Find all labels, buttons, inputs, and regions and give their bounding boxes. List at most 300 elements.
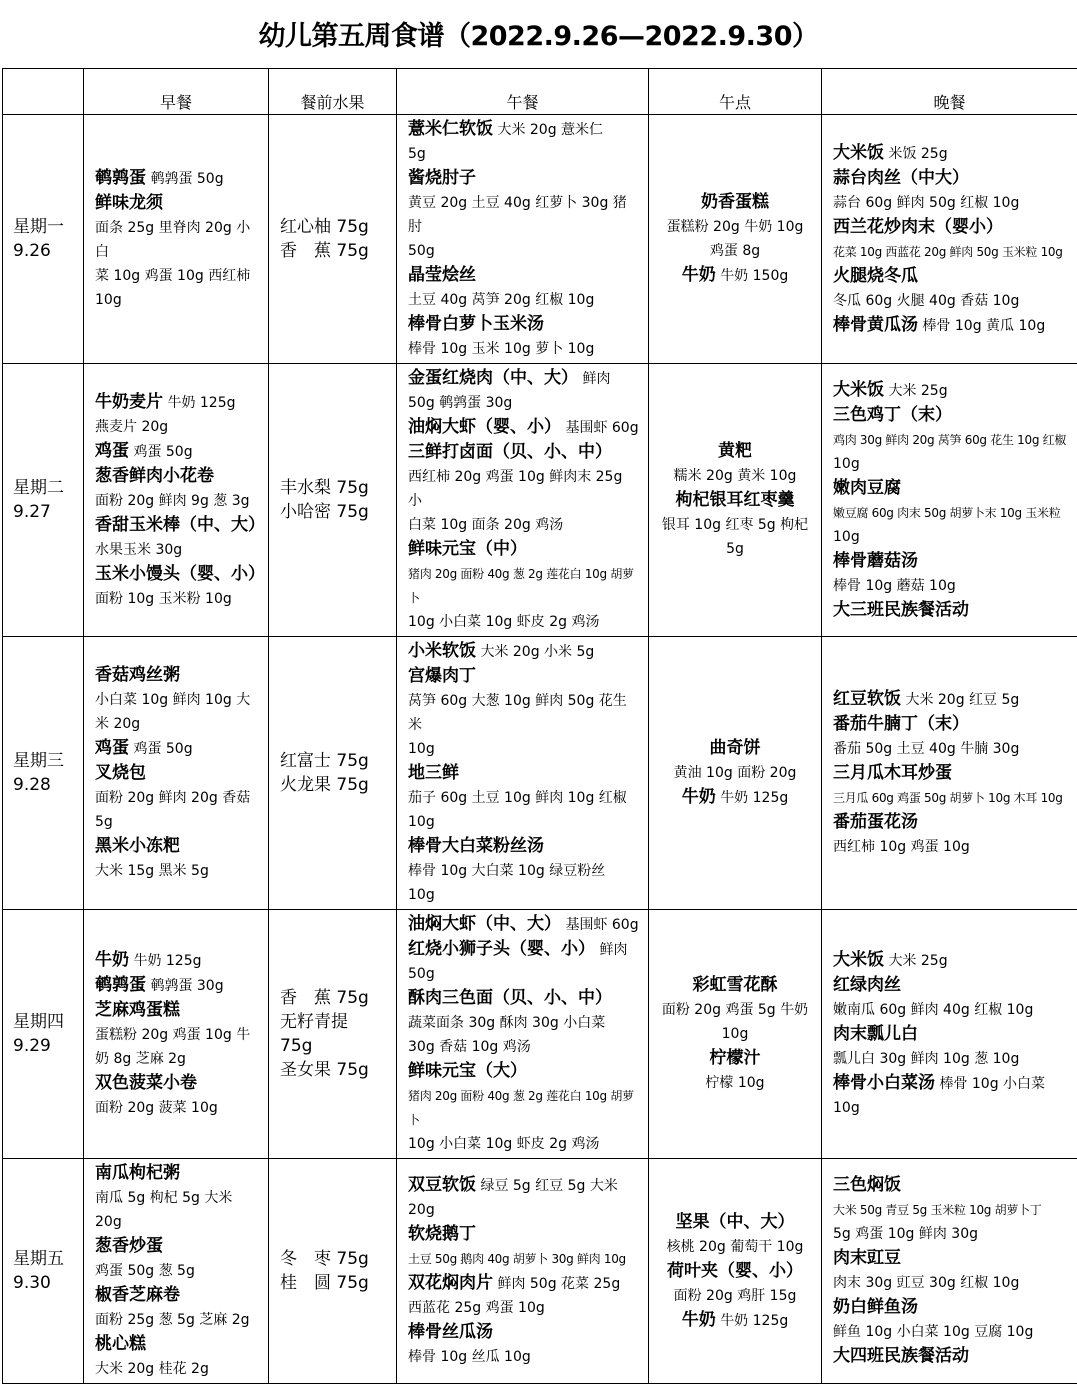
lunch-line <box>408 366 640 391</box>
dinner-line <box>833 1198 1069 1222</box>
dinner-line <box>833 1246 1069 1271</box>
table-row <box>3 637 1077 910</box>
breakfast-line <box>95 948 260 973</box>
snack-line <box>655 998 815 1022</box>
fruit-item: 香 蕉 75g <box>280 986 396 1010</box>
header-dinner: 晚餐 <box>822 69 1077 115</box>
dish-name: 叉烧包 <box>95 763 146 783</box>
dish-name: 油焖大虾（中、大） <box>408 914 561 934</box>
dish-name: 鸡蛋 <box>95 738 129 758</box>
dinner-line <box>833 378 1069 403</box>
dinner-line <box>833 810 1069 835</box>
dish-name: 鲜味元宝（大） <box>408 1061 527 1081</box>
snack-line <box>655 239 815 263</box>
day-cell <box>3 910 84 1159</box>
dish-name: 双豆软饭 <box>408 1175 476 1195</box>
ingredient-text: 莴笋 60g 大葱 10g 鲜肉 50g 花生米 <box>408 693 627 733</box>
snack-line <box>655 1071 815 1095</box>
snack-line <box>655 464 815 488</box>
lunch-cell <box>397 637 649 910</box>
ingredient-text: 鸡蛋 50g 葱 5g <box>95 1263 195 1279</box>
ingredient-text: 黄油 10g 面粉 20g <box>674 765 797 781</box>
ingredient-text: 10g <box>722 1026 749 1042</box>
ingredient-text: 牛奶 125g <box>133 953 201 969</box>
dish-name: 坚果（中、大） <box>676 1212 795 1232</box>
lunch-line <box>408 737 640 761</box>
breakfast-line <box>95 786 260 834</box>
breakfast-line <box>95 761 260 786</box>
breakfast-line <box>95 998 260 1023</box>
dish-name: 牛奶麦片 <box>95 392 163 412</box>
dinner-line <box>833 1071 1069 1096</box>
ingredient-text: 10g <box>833 1100 860 1116</box>
dinner-line <box>833 712 1069 737</box>
header-breakfast: 早餐 <box>84 69 269 115</box>
dish-name: 番茄蛋花汤 <box>833 812 918 832</box>
dish-name: 大米饭 <box>833 380 884 400</box>
ingredient-text: 10g <box>833 456 860 472</box>
fruit-cell <box>269 637 397 910</box>
ingredient-text: 核桃 20g 葡萄干 10g <box>667 1239 804 1255</box>
ingredient-text: 米饭 25g <box>888 146 947 162</box>
ingredient-text: 面粉 10g 玉米粉 10g <box>95 591 232 607</box>
lunch-line <box>408 415 640 440</box>
breakfast-line <box>95 489 260 513</box>
lunch-line <box>408 312 640 337</box>
dish-name: 葱香炒蛋 <box>95 1236 163 1256</box>
snack-line <box>655 1259 815 1284</box>
dish-name: 小米软饭 <box>408 641 476 661</box>
lunch-line <box>408 859 640 883</box>
ingredient-text: 鸡蛋 50g <box>133 741 192 757</box>
snack-cell <box>649 637 822 910</box>
lunch-line <box>408 465 640 513</box>
lunch-line <box>408 834 640 859</box>
dish-name: 大米饭 <box>833 950 884 970</box>
fruit-item: 火龙果 75g <box>280 773 396 797</box>
date-label: 9.27 <box>13 500 83 524</box>
dinner-line <box>833 998 1069 1022</box>
weekday-label: 星期五 <box>13 1247 83 1271</box>
ingredient-text: 牛奶 125g <box>720 790 788 806</box>
dish-name: 宫爆肉丁 <box>408 666 476 686</box>
ingredient-text: 10g 小白菜 10g 虾皮 2g 鸡汤 <box>408 1136 599 1152</box>
breakfast-line <box>95 973 260 998</box>
dinner-line <box>833 166 1069 191</box>
snack-line <box>655 439 815 464</box>
dinner-line <box>833 191 1069 215</box>
fruit-item: 75g <box>280 1034 396 1058</box>
weekday-label: 星期一 <box>13 215 83 239</box>
breakfast-cell <box>84 637 269 910</box>
ingredient-text: 大米 25g <box>888 953 947 969</box>
lunch-line <box>408 440 640 465</box>
lunch-line <box>408 689 640 737</box>
snack-line <box>655 761 815 785</box>
ingredient-text: 5g 鸡蛋 10g 鲜肉 30g <box>833 1226 978 1242</box>
dinner-line <box>833 313 1069 338</box>
ingredient-text: 西蓝花 25g 鸡蛋 10g <box>408 1300 545 1316</box>
dish-name: 鲜味元宝（中） <box>408 539 527 559</box>
dish-name: 牛奶 <box>682 265 716 285</box>
lunch-line <box>408 664 640 689</box>
ingredient-text: 50g <box>408 243 435 259</box>
dinner-line <box>833 574 1069 598</box>
dish-name: 番茄牛腩丁（末） <box>833 714 969 734</box>
ingredient-text: 大米 20g 小米 5g <box>480 644 594 660</box>
day-cell <box>3 364 84 637</box>
ingredient-text: 5g <box>408 146 426 162</box>
ingredient-text: 燕麦片 20g <box>95 419 168 435</box>
ingredient-text: 鸡肉 30g 鲜肉 20g 莴笋 60g 花生 10g 红椒 <box>833 433 1066 447</box>
fruit-item: 桂 圆 75g <box>280 1271 396 1295</box>
lunch-line <box>408 1084 640 1132</box>
dish-name: 牛奶 <box>95 950 129 970</box>
dinner-line <box>833 1295 1069 1320</box>
breakfast-line <box>95 288 260 312</box>
ingredient-text: 大米 20g 桂花 2g <box>95 1361 209 1377</box>
snack-line <box>655 736 815 761</box>
ingredient-text: 大米 20g 红豆 5g <box>905 692 1019 708</box>
breakfast-line <box>95 415 260 439</box>
dinner-line <box>833 1022 1069 1047</box>
dish-name: 肉末瓢儿白 <box>833 1024 918 1044</box>
breakfast-line <box>95 1047 260 1071</box>
breakfast-cell <box>84 115 269 364</box>
breakfast-cell <box>84 364 269 637</box>
dinner-line <box>833 452 1069 476</box>
dinner-line <box>833 786 1069 810</box>
snack-line <box>655 263 815 288</box>
breakfast-line <box>95 1096 260 1120</box>
lunch-line <box>408 1173 640 1198</box>
dish-name: 枸杞银耳红枣羹 <box>676 490 795 510</box>
ingredient-text: 菜 10g 鸡蛋 10g 西红柿 <box>95 268 250 284</box>
lunch-line <box>408 391 640 415</box>
dinner-line <box>833 403 1069 428</box>
day-cell <box>3 115 84 364</box>
dish-name: 火腿烧冬瓜 <box>833 266 918 286</box>
breakfast-line <box>95 562 260 587</box>
lunch-cell <box>397 364 649 637</box>
header-fruit: 餐前水果 <box>269 69 397 115</box>
dinner-cell <box>822 364 1077 637</box>
lunch-line <box>408 337 640 361</box>
ingredient-text: 蒜台 60g 鲜肉 50g 红椒 10g <box>833 195 1019 211</box>
ingredient-text: 鹌鹑蛋 30g <box>150 978 223 994</box>
ingredient-text: 鲜鱼 10g 小白菜 10g 豆腐 10g <box>833 1324 1033 1340</box>
lunch-line <box>408 810 640 834</box>
snack-line <box>655 1284 815 1308</box>
dish-name: 芝麻鸡蛋糕 <box>95 1000 180 1020</box>
ingredient-text: 10g <box>408 887 435 903</box>
breakfast-line <box>95 663 260 688</box>
breakfast-line <box>95 1332 260 1357</box>
dinner-line <box>833 215 1069 240</box>
breakfast-line <box>95 587 260 611</box>
ingredient-text: 10g <box>833 529 860 545</box>
table-row <box>3 115 1077 364</box>
ingredient-text: 50g <box>408 966 435 982</box>
breakfast-line <box>95 1234 260 1259</box>
ingredient-text: 棒骨 10g 丝瓜 10g <box>408 1349 531 1365</box>
dish-name: 黄粑 <box>718 441 752 461</box>
lunch-line <box>408 1345 640 1369</box>
dinner-line <box>833 948 1069 973</box>
header-lunch: 午餐 <box>397 69 649 115</box>
dinner-line <box>833 835 1069 859</box>
snack-line <box>655 488 815 513</box>
ingredient-text: 基围虾 60g <box>565 917 638 933</box>
dinner-line <box>833 264 1069 289</box>
dish-name: 柠檬汁 <box>710 1048 761 1068</box>
dish-name: 三色焖饭 <box>833 1175 901 1195</box>
dish-name: 棒骨大白菜粉丝汤 <box>408 836 544 856</box>
ingredient-text: 面粉 20g 鸡肝 15g <box>674 1288 797 1304</box>
breakfast-line <box>95 166 260 191</box>
fruit-item: 红富士 75g <box>280 749 396 773</box>
header-day <box>3 69 84 115</box>
ingredient-text: 面粉 20g 菠菜 10g <box>95 1100 218 1116</box>
dish-name: 金蛋红烧肉（中、大） <box>408 368 578 388</box>
dish-name: 牛奶 <box>682 1310 716 1330</box>
lunch-line <box>408 537 640 562</box>
lunch-line <box>408 1198 640 1222</box>
breakfast-line <box>95 1186 260 1234</box>
ingredient-text: 10g <box>408 814 435 830</box>
ingredient-text: 大米 15g 黑米 5g <box>95 863 209 879</box>
dinner-line <box>833 141 1069 166</box>
dish-name: 牛奶 <box>682 787 716 807</box>
ingredient-text: 蔬菜面条 30g 酥肉 30g 小白菜 <box>408 1015 605 1031</box>
fruit-item: 红心柚 75g <box>280 215 396 239</box>
lunch-line <box>408 191 640 239</box>
fruit-item: 无籽青提 <box>280 1010 396 1034</box>
dish-name: 鸡蛋 <box>95 441 129 461</box>
dish-name: 奶白鲜鱼汤 <box>833 1297 918 1317</box>
ingredient-text: 猪肉 20g 面粉 40g 葱 2g 莲花白 10g 胡萝卜 <box>408 567 634 605</box>
dish-name: 三色鸡丁（末） <box>833 405 952 425</box>
snack-cell <box>649 115 822 364</box>
ingredient-text: 鹌鹑蛋 50g <box>150 171 223 187</box>
dinner-line <box>833 598 1069 623</box>
dish-name: 荷叶夹（婴、小） <box>667 1261 803 1281</box>
dish-name: 双色菠菜小卷 <box>95 1073 197 1093</box>
lunch-line <box>408 562 640 610</box>
dinner-line <box>833 240 1069 264</box>
lunch-line <box>408 786 640 810</box>
lunch-line <box>408 239 640 263</box>
date-label: 9.30 <box>13 1271 83 1295</box>
dish-name: 南瓜枸杞粥 <box>95 1163 180 1183</box>
ingredient-text: 面粉 20g 鲜肉 20g 香菇 5g <box>95 790 250 830</box>
ingredient-text: 鸡蛋 50g <box>133 444 192 460</box>
ingredient-text: 大米 25g <box>888 383 947 399</box>
ingredient-text: 面粉 25g 葱 5g 芝麻 2g <box>95 1312 250 1328</box>
dinner-line <box>833 289 1069 313</box>
ingredient-text: 面粉 20g 鸡蛋 5g 牛奶 <box>662 1002 808 1018</box>
dinner-line <box>833 1047 1069 1071</box>
ingredient-text: 10g <box>408 741 435 757</box>
date-label: 9.26 <box>13 239 83 263</box>
dish-name: 棒骨白萝卜玉米汤 <box>408 314 544 334</box>
dish-name: 三月瓜木耳炒蛋 <box>833 763 952 783</box>
ingredient-text: 瓢儿白 30g 鲜肉 10g 葱 10g <box>833 1051 1019 1067</box>
lunch-line <box>408 883 640 907</box>
header-row <box>3 69 1077 115</box>
dish-name: 香菇鸡丝粥 <box>95 665 180 685</box>
lunch-cell <box>397 910 649 1159</box>
table-row <box>3 1159 1077 1384</box>
snack-line <box>655 537 815 561</box>
snack-line <box>655 1308 815 1333</box>
ingredient-text: 基围虾 60g <box>565 420 638 436</box>
ingredient-text: 面粉 20g 鲜肉 9g 葱 3g <box>95 493 250 509</box>
ingredient-text: 20g <box>408 1202 435 1218</box>
lunch-line <box>408 610 640 634</box>
table-row <box>3 364 1077 637</box>
dish-name: 软烧鹅丁 <box>408 1224 476 1244</box>
breakfast-line <box>95 191 260 216</box>
dinner-line <box>833 1096 1069 1120</box>
breakfast-line <box>95 1023 260 1047</box>
ingredient-text: 土豆 40g 莴笋 20g 红椒 10g <box>408 292 594 308</box>
ingredient-text: 柠檬 10g <box>705 1075 764 1091</box>
dinner-cell <box>822 637 1077 910</box>
lunch-line <box>408 937 640 962</box>
dish-name: 蒜台肉丝（中大） <box>833 168 969 188</box>
lunch-cell <box>397 1159 649 1384</box>
breakfast-line <box>95 859 260 883</box>
fruit-item: 冬 枣 75g <box>280 1247 396 1271</box>
lunch-line <box>408 513 640 537</box>
breakfast-line <box>95 538 260 562</box>
ingredient-text: 糯米 20g 黄米 10g <box>674 468 797 484</box>
dish-name: 彩虹雪花酥 <box>693 975 778 995</box>
dish-name: 油焖大虾（婴、小） <box>408 417 561 437</box>
ingredient-text: 蛋糕粉 20g 鸡蛋 10g 牛 <box>95 1027 250 1043</box>
lunch-line <box>408 639 640 664</box>
ingredient-text: 鲜肉 <box>582 371 610 387</box>
date-label: 9.28 <box>13 773 83 797</box>
ingredient-text: 50g 鹌鹑蛋 30g <box>408 395 512 411</box>
dish-name: 香甜玉米棒（中、大） <box>95 515 265 535</box>
ingredient-text: 大米 50g 青豆 5g 玉米粒 10g 胡萝卜丁 <box>833 1203 1041 1217</box>
dish-name: 棒骨小白菜汤 <box>833 1073 935 1093</box>
dish-name: 玉米小馒头（婴、小） <box>95 564 265 584</box>
ingredient-text: 棒骨 10g 大白菜 10g 绿豆粉丝 <box>408 863 605 879</box>
ingredient-text: 棒骨 10g 黄瓜 10g <box>922 318 1045 334</box>
lunch-line <box>408 1132 640 1156</box>
dish-name: 桃心糕 <box>95 1334 146 1354</box>
ingredient-text: 牛奶 150g <box>720 268 788 284</box>
dish-name: 黑米小冻粑 <box>95 836 180 856</box>
ingredient-text: 牛奶 125g <box>720 1313 788 1329</box>
snack-cell <box>649 910 822 1159</box>
day-cell <box>3 1159 84 1384</box>
breakfast-line <box>95 264 260 288</box>
breakfast-line <box>95 1308 260 1332</box>
dish-name: 鹌鹑蛋 <box>95 168 146 188</box>
table-row <box>3 910 1077 1159</box>
weekday-label: 星期四 <box>13 1010 83 1034</box>
dinner-line <box>833 973 1069 998</box>
fruit-cell <box>269 1159 397 1384</box>
dish-name: 鲜味龙须 <box>95 193 163 213</box>
dish-name: 双花焖肉片 <box>408 1273 493 1293</box>
ingredient-text: 肉末 30g 豇豆 30g 红椒 10g <box>833 1275 1019 1291</box>
dish-name: 大四班民族餐活动 <box>833 1346 969 1366</box>
ingredient-text: 蛋糕粉 20g 牛奶 10g <box>667 219 804 235</box>
ingredient-text: 嫩南瓜 60g 鲜肉 40g 红椒 10g <box>833 1002 1033 1018</box>
lunch-line <box>408 288 640 312</box>
dinner-line <box>833 687 1069 712</box>
lunch-line <box>408 761 640 786</box>
lunch-line <box>408 263 640 288</box>
ingredient-text: 茄子 60g 土豆 10g 鲜肉 10g 红椒 <box>408 790 627 806</box>
breakfast-line <box>95 736 260 761</box>
dinner-line <box>833 761 1069 786</box>
lunch-line <box>408 962 640 986</box>
dish-name: 红豆软饭 <box>833 689 901 709</box>
breakfast-line <box>95 688 260 736</box>
ingredient-text: 绿豆 5g 红豆 5g 大米 <box>480 1178 617 1194</box>
lunch-line <box>408 1059 640 1084</box>
breakfast-line <box>95 1071 260 1096</box>
ingredient-text: 鲜肉 50g 花菜 25g <box>497 1276 620 1292</box>
snack-cell <box>649 1159 822 1384</box>
dish-name: 晶莹烩丝 <box>408 265 476 285</box>
fruit-item: 圣女果 75g <box>280 1058 396 1082</box>
ingredient-text: 10g 小白菜 10g 虾皮 2g 鸡汤 <box>408 614 599 630</box>
snack-line <box>655 973 815 998</box>
dish-name: 嫩肉豆腐 <box>833 478 901 498</box>
dish-name: 大米饭 <box>833 143 884 163</box>
ingredient-text: 猪肉 20g 面粉 40g 葱 2g 莲花白 10g 胡萝卜 <box>408 1089 634 1127</box>
dish-name: 红烧小狮子头（婴、小） <box>408 939 595 959</box>
dish-name: 曲奇饼 <box>710 738 761 758</box>
snack-line <box>655 190 815 215</box>
lunch-line <box>408 912 640 937</box>
lunch-line <box>408 1271 640 1296</box>
dinner-line <box>833 1320 1069 1344</box>
breakfast-line <box>95 834 260 859</box>
ingredient-text: 嫩豆腐 60g 肉末 50g 胡萝卜末 10g 玉米粒 <box>833 506 1060 520</box>
dish-name: 三鲜打卤面（贝、小、中） <box>408 442 612 462</box>
dish-name: 红绿肉丝 <box>833 975 901 995</box>
ingredient-text: 30g 香菇 10g 鸡汤 <box>408 1039 531 1055</box>
dinner-line <box>833 737 1069 761</box>
dish-name: 葱香鲜肉小花卷 <box>95 466 214 486</box>
ingredient-text: 番茄 50g 土豆 40g 牛腩 30g <box>833 741 1019 757</box>
lunch-line <box>408 1011 640 1035</box>
breakfast-line <box>95 513 260 538</box>
dinner-line <box>833 1344 1069 1369</box>
dish-name: 西兰花炒肉末（婴小） <box>833 217 1003 237</box>
weekday-label: 星期三 <box>13 749 83 773</box>
dinner-cell <box>822 910 1077 1159</box>
fruit-item: 香 蕉 75g <box>280 239 396 263</box>
ingredient-text: 白菜 10g 面条 20g 鸡汤 <box>408 517 563 533</box>
dinner-line <box>833 525 1069 549</box>
snack-line <box>655 785 815 810</box>
snack-line <box>655 215 815 239</box>
ingredient-text: 西红柿 20g 鸡蛋 10g 鲜肉末 25g 小 <box>408 469 622 509</box>
snack-line <box>655 1046 815 1071</box>
ingredient-text: 鸡蛋 8g <box>710 243 760 259</box>
ingredient-text: 10g <box>95 292 122 308</box>
ingredient-text: 棒骨 10g 小白菜 <box>939 1076 1045 1092</box>
